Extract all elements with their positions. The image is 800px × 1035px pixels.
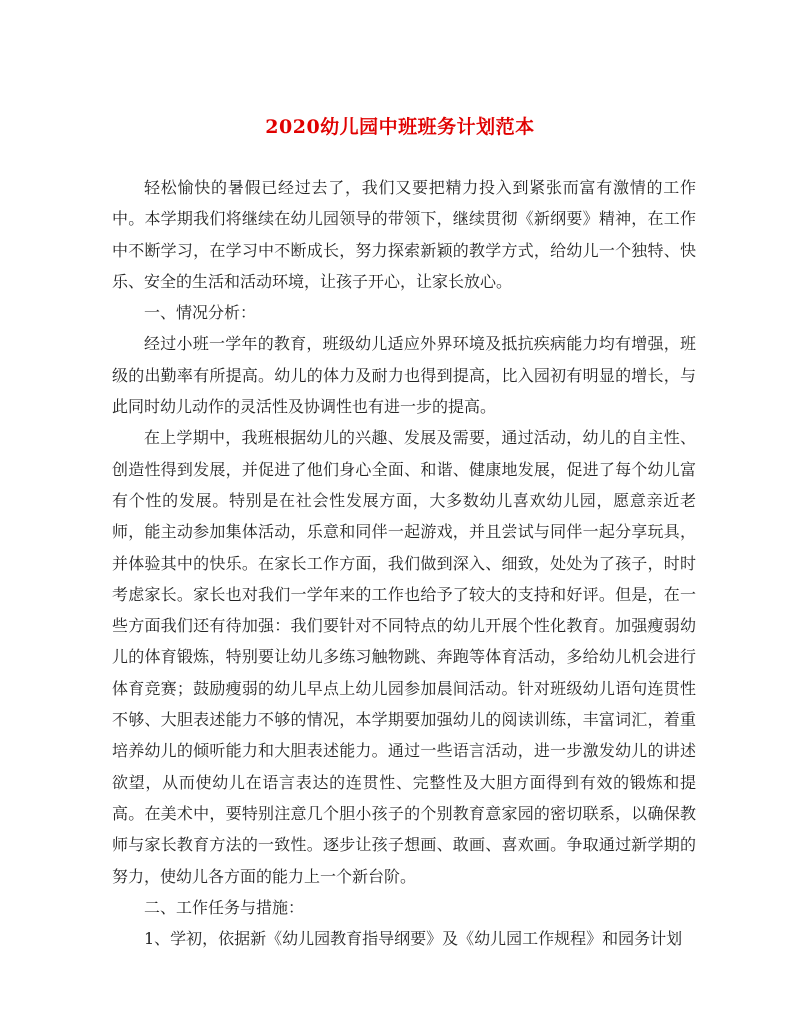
paragraph-intro: 轻松愉快的暑假已经过去了，我们又要把精力投入到紧张而富有激情的工作中。本学期我们将继续在幼儿园领导的带领下，继续贯彻《新纲要》精神，在工作中不断学习，在学习中不断成长，努力探索新颖的教学方式，给幼儿一个独特、快乐、安全的生活和活动环境，让孩子开心，让家长放心。 (112, 178, 696, 291)
paragraph-analysis-1: 经过小班一学年的教育，班级幼儿适应外界环境及抵抗疾病能力均有增强，班级的出勤率有所提高。幼儿的体力及耐力也得到提高，比入园初有明显的增长，与此同时幼儿动作的灵活性及协调性也有进一步的提高。 (112, 334, 696, 417)
paragraph-task-1: 1、学初，依据新《幼儿园教育指导纲要》及《幼儿园工作规程》和园务计划 (144, 929, 683, 949)
heading-situation-analysis: 一、情况分析： (144, 303, 257, 323)
paragraph-analysis-2: 在上学期中，我班根据幼儿的兴趣、发展及需要，通过活动，幼儿的自主性、创造性得到发展，并促进了他们身心全面、和谐、健康地发展，促进了每个幼儿富有个性的发展。特别是在社会性发展方面，大多数幼儿喜欢幼儿园，愿意亲近老师，能主动参加集体活动，乐意和同伴一起游戏，并且尝试与同伴一起分享玩具，并体验其中的快乐。在家长工作方面，我们做到深入、细致，处处为了孩子，时时考虑家长。家长也对我们一学年来的工作也给予了较大的支持和好评。但是，在一些方面我们还有待加强：我们要针对不同特点的幼儿开展个性化教育。加强瘦弱幼儿的体育锻炼，特别要让幼儿多练习触物跳、奔跑等体育活动，多给幼儿机会进行体育竞赛；鼓励瘦弱的幼儿早点上幼儿园参加晨间活动。针对班级幼儿语句连贯性不够、大胆表述能力不够的情况，本学期要加强幼儿的阅读训练，丰富词汇，着重培养幼儿的倾听能力和大胆表述能力。通过一些语言活动，进一步激发幼儿的讲述欲望，从而使幼儿在语言表达的连贯性、完整性及大胆方面得到有效的锻炼和提高。在美术中，要特别注意几个胆小孩子的个别教育意家园的密切联系，以确保教师与家长教育方法的一致性。逐步让孩子想画、敢画、喜欢画。争取通过新学期的努力，使幼儿各方面的能力上一个新台阶。 (112, 428, 696, 886)
document-title: 2020幼儿园中班班务计划范本 (265, 116, 535, 138)
heading-tasks-measures: 二、工作任务与措施： (144, 897, 305, 917)
document-body (112, 172, 696, 954)
